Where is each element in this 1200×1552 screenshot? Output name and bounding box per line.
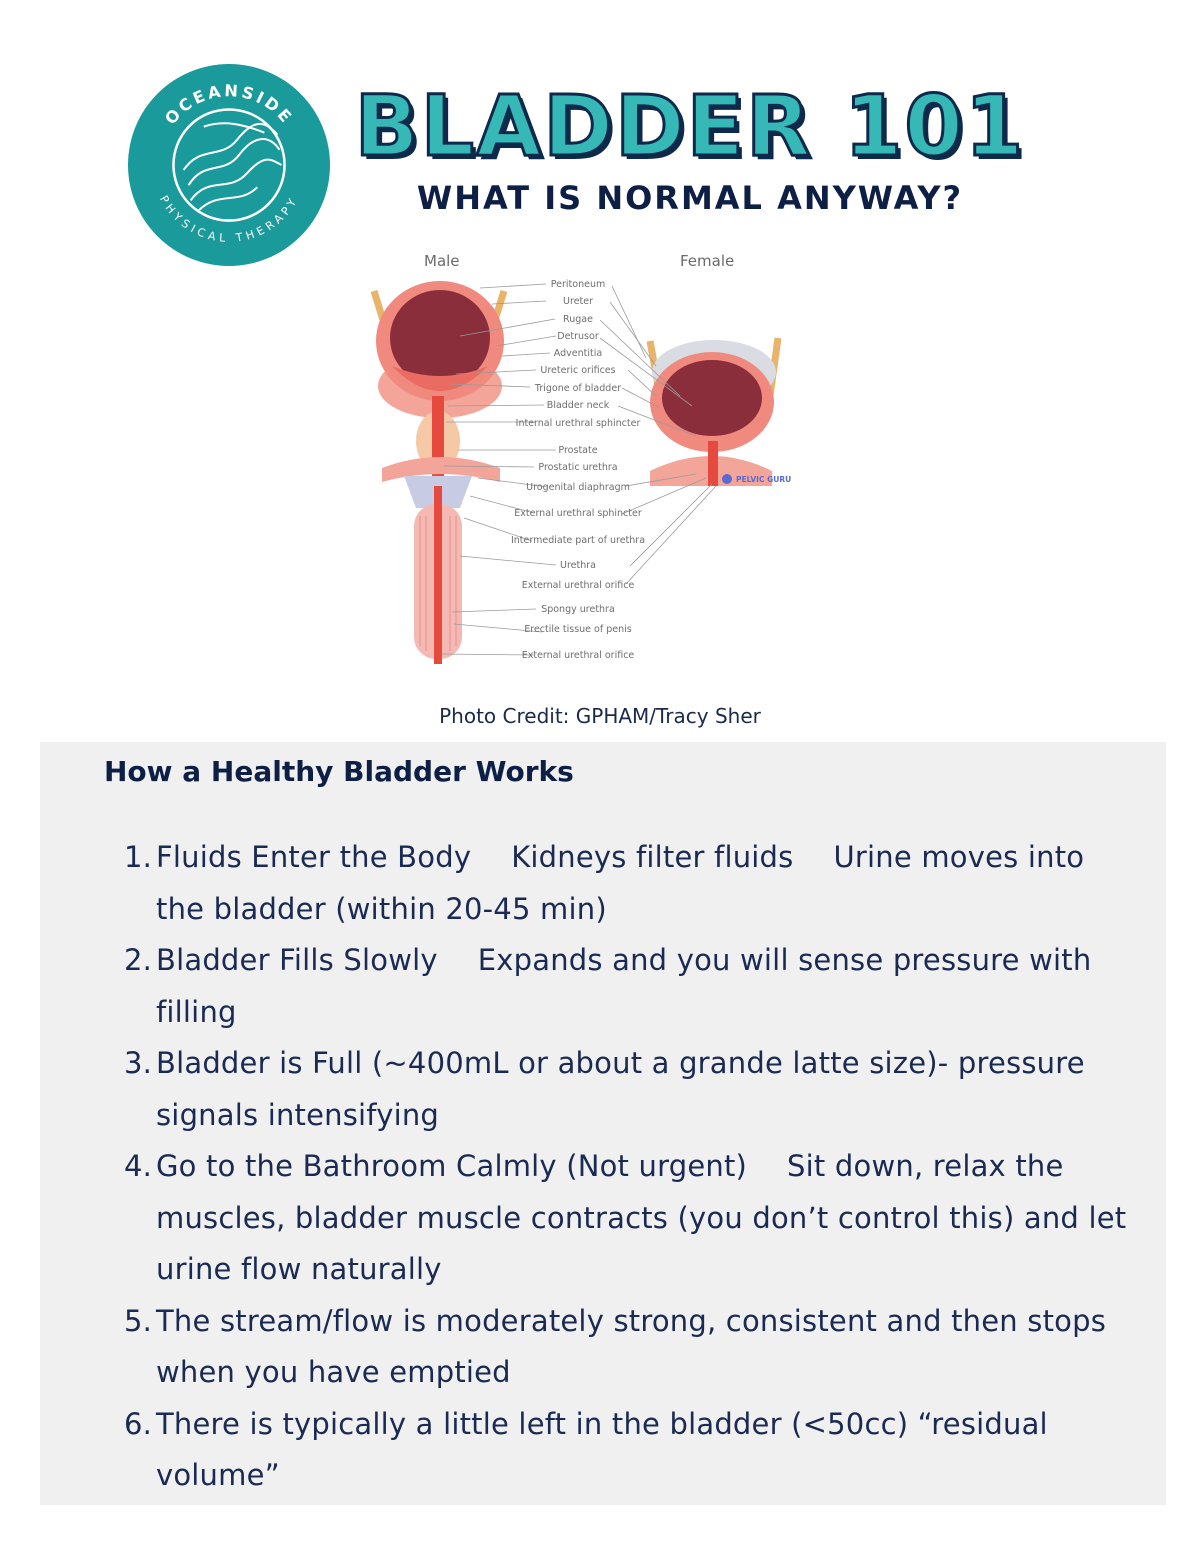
step-number: 4. xyxy=(124,1149,153,1183)
label-internal-sphincter: Internal urethral sphincter xyxy=(515,418,641,429)
label-rugae: Rugae xyxy=(563,314,593,325)
step-text: Urine moves into the bladder (within 20-45 min) xyxy=(156,840,1085,926)
photo-credit: Photo Credit: GPHAM/Tracy Sher xyxy=(439,704,761,728)
step-text: Go to the Bathroom Calmly (Not urgent) xyxy=(156,1149,748,1183)
oceanside-logo xyxy=(128,64,330,266)
page-subtitle: WHAT IS NORMAL ANYWAY? xyxy=(416,179,964,217)
list-item xyxy=(124,1038,1134,1141)
watermark-text: PELVIC GURU xyxy=(736,475,792,484)
step-text: Sit down, relax the muscles, bladder muscle contracts (you don’t control this) and let urine flow naturally xyxy=(156,1149,1127,1286)
label-urethra: Urethra xyxy=(560,560,596,571)
label-ureter: Ureter xyxy=(563,296,593,307)
label-detrusor: Detrusor xyxy=(557,331,599,342)
female-bladder-illustration xyxy=(650,338,778,486)
logo-top-text: OCEANSIDE xyxy=(161,81,298,129)
section-title: How a Healthy Bladder Works xyxy=(104,755,574,788)
step-number: 1. xyxy=(124,840,153,874)
step-number: 3. xyxy=(124,1046,153,1080)
step-text: Expands and you will sense pressure with filling xyxy=(156,943,1092,1029)
female-label: Female xyxy=(680,252,735,270)
label-external-orifice-1: External urethral orifice xyxy=(521,580,635,591)
label-adventitia: Adventitia xyxy=(553,348,603,359)
step-number: 5. xyxy=(124,1303,153,1338)
list-item xyxy=(124,1141,1134,1296)
step-text: Fluids Enter the Body xyxy=(156,840,472,874)
bladder-anatomy-diagram xyxy=(360,246,800,676)
male-label: Male xyxy=(424,252,460,270)
page-title: BLADDER 101 xyxy=(354,77,1026,175)
step-text: Bladder is Full (~400mL or about a grande latte size)- pressure signals intensifying xyxy=(156,1046,1085,1132)
label-trigone: Trigone of bladder xyxy=(534,383,622,394)
step-text: There is typically a little left in the bladder (<50cc) “residual volume” xyxy=(156,1406,1048,1492)
step-text: Bladder Fills Slowly xyxy=(156,943,438,977)
label-peritoneum: Peritoneum xyxy=(550,279,606,290)
list-item xyxy=(124,935,1134,1038)
info-panel xyxy=(40,742,1166,1505)
list-item xyxy=(124,832,1134,935)
step-number: 2. xyxy=(124,943,153,977)
label-prostate: Prostate xyxy=(558,445,598,456)
steps-list xyxy=(124,832,1134,1502)
step-number: 6. xyxy=(124,1406,153,1441)
label-external-sphincter: External urethral sphincter xyxy=(514,508,642,519)
step-text: The stream/flow is moderately strong, consistent and then stops when you have emptied xyxy=(156,1303,1107,1389)
list-item xyxy=(124,1296,1134,1399)
label-intermediate-urethra: Intermediate part of urethra xyxy=(510,535,646,546)
label-bladder-neck: Bladder neck xyxy=(546,400,610,411)
label-external-orifice-2: External urethral orifice xyxy=(521,650,635,661)
label-spongy-urethra: Spongy urethra xyxy=(541,604,615,615)
label-ureteric-orifices: Ureteric orifices xyxy=(540,365,616,376)
label-erectile-tissue: Erectile tissue of penis xyxy=(524,624,632,635)
list-item xyxy=(124,1399,1134,1502)
label-prostatic-urethra: Prostatic urethra xyxy=(538,462,618,473)
male-bladder-illustration xyxy=(374,281,504,664)
label-urogenital-diaphragm: Urogenital diaphragm xyxy=(526,482,630,493)
logo-bottom-text: PHYSICAL THERAPY xyxy=(156,193,302,245)
step-text: Kidneys filter fluids xyxy=(511,840,794,874)
